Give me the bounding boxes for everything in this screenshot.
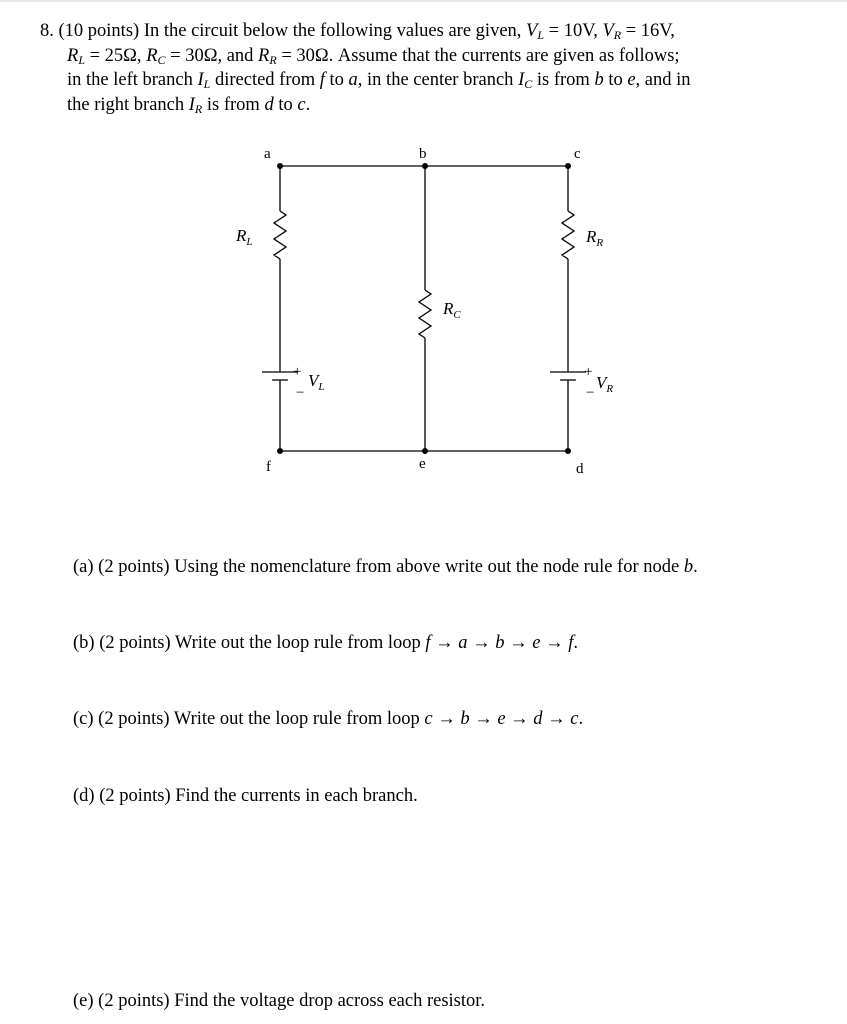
var-c: c [297,94,306,115]
node-label-f: f [266,459,271,475]
to-2: to [608,70,623,90]
problem-line-3 [40,68,830,93]
node-c-dot [565,163,571,169]
label-rl [235,226,253,248]
problem-line-1 [40,19,830,44]
label-rc-sub: C [453,309,461,321]
var-d: d [264,94,274,115]
var-a: a [348,70,358,90]
part-d-text: (d) (2 points) Find the currents in each branch. [73,786,418,806]
node-label-d: d [576,461,584,477]
problem-number: 8. [40,21,54,41]
part-a-var: b [683,557,694,577]
given-rc-sub: C [157,52,166,67]
ic-label: I [518,70,525,90]
node-b-dot [422,163,428,169]
label-vl-sub: L [318,381,325,393]
il-sub: L [203,77,211,91]
node-e-dot [422,448,428,454]
given-vl-label: V [526,21,538,41]
label-vr [596,373,613,395]
battery-vl-minus: − [296,385,305,401]
label-rc [442,299,461,321]
to-1: to [329,70,344,90]
label-vr-sub: R [606,383,614,395]
given-vl-sub: L [537,28,545,42]
ir-label: I [188,94,195,115]
problem-line-2 [40,44,830,69]
label-rl-main: R [236,226,247,245]
given-vl-value: = 10V, [548,21,598,41]
part-c-loop: c → b → e → d → c [424,709,579,729]
part-d [73,786,418,807]
top-rule [0,0,847,2]
given-vr-label: V [602,21,614,41]
line3-d: , and in [635,70,691,90]
label-rr-sub: R [596,237,604,249]
line3-b: directed from [214,70,316,90]
part-b-suffix: . [573,633,579,653]
given-rr-sub: R [269,52,277,67]
part-c-prefix: (c) (2 points) Write out the loop rule from loop [73,709,420,729]
resistor-rc [419,290,431,338]
line3-a: in the left branch [67,70,193,90]
resistor-rr [562,211,574,259]
problem-line-4 [40,93,830,118]
label-vr-main: V [596,373,607,392]
part-a [73,557,698,578]
var-e: e [627,70,636,90]
label-rr-main: R [586,227,597,246]
given-vr-sub: R [613,28,622,42]
part-a-suffix: . [693,557,698,577]
node-label-c: c [574,146,581,162]
line3-center: , in the center branch [357,70,514,90]
il-label: I [197,70,204,90]
line4-b: is from [206,94,260,115]
node-f-dot [277,448,283,454]
var-b: b [594,70,604,90]
label-vl [308,371,325,393]
part-e [73,991,485,1012]
battery-vr-minus: − [586,385,595,401]
given-rr-value: = 30Ω. [281,45,334,66]
given-rl-sub: L [78,52,85,67]
given-rl-label: R [67,45,79,66]
part-b-loop: f → a → b → e → f [425,633,574,653]
given-rl-value: = 25Ω, [89,45,142,66]
node-a-dot [277,163,283,169]
part-b-prefix: (b) (2 points) Write out the loop rule from loop [73,633,421,653]
ir-sub: R [194,101,203,116]
battery-vl-plus: + [293,364,302,380]
line4-period: . [305,94,311,115]
label-rr [585,227,603,249]
line4-a: the right branch [67,94,185,115]
label-vl-main: V [308,371,319,390]
given-rc-value: = 30Ω, and [170,45,254,66]
node-label-e: e [419,456,426,472]
node-label-a: a [264,146,271,162]
part-e-text: (e) (2 points) Find the voltage drop across each resistor. [73,991,486,1011]
node-d-dot [565,448,571,454]
part-c-suffix: . [578,709,584,729]
battery-vr-plus: + [584,364,593,380]
part-b [73,633,578,654]
problem-intro: In the circuit below the following values are given, [143,21,522,41]
problem-statement [40,19,830,117]
given-rc-label: R [146,45,158,66]
label-rl-sub: L [246,236,253,248]
part-a-prefix: (a) (2 points) Using the nomenclature from above write out the node rule for node [73,557,680,577]
problem-points: (10 points) [58,21,140,41]
given-rr-label: R [258,45,270,66]
resistor-rl [274,211,286,259]
problem-assume: Assume that the currents are given as follows; [337,45,680,66]
to-3: to [278,94,293,115]
line3-c: is from [536,70,590,90]
var-f: f [319,70,325,90]
part-c [73,709,583,730]
ic-sub: C [524,77,533,91]
given-vr-value: = 16V, [625,21,675,41]
label-rc-main: R [443,299,454,318]
circuit-diagram [220,138,640,483]
node-label-b: b [419,146,427,162]
